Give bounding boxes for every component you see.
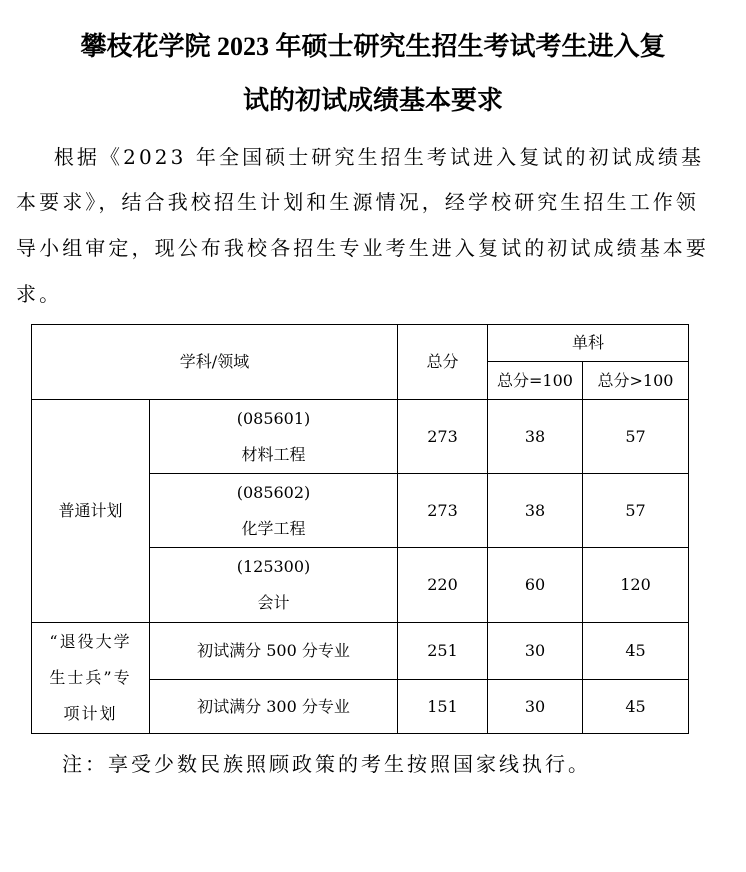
- plan-regular: 普通计划: [32, 400, 150, 623]
- single-gt100-score: 45: [583, 623, 689, 680]
- subject-cell: [150, 400, 398, 474]
- total-score: 220: [398, 548, 488, 623]
- subject-name: 初试满分 300 分专业: [150, 680, 398, 734]
- score-requirements-table: [31, 324, 689, 734]
- header-single-eq100: 总分=100: [488, 362, 583, 400]
- document-title-line1: 攀枝花学院 2023 年硕士研究生招生考试考生进入复: [80, 32, 666, 61]
- total-score: 151: [398, 680, 488, 734]
- subject-name: 初试满分 500 分专业: [150, 623, 398, 680]
- subject-name: 材料工程: [241, 444, 306, 464]
- intro-line-3: 导小组审定，现公布我校各招生专业考生进入复试的初试成绩基本要: [16, 236, 709, 260]
- single-gt100-score: 57: [583, 474, 689, 548]
- single-gt100-score: 120: [583, 548, 689, 623]
- header-total: 总分: [398, 325, 488, 400]
- table-row: [32, 623, 689, 680]
- plan-veteran-line: 生士兵”专: [49, 668, 132, 687]
- subject-name: 会计: [257, 593, 290, 612]
- intro-line-2: 本要求》，结合我校招生计划和生源情况，经学校研究生招生工作领: [16, 190, 699, 214]
- total-score: 273: [398, 474, 488, 548]
- intro-line-1: 根据《2023 年全国硕士研究生招生考试进入复试的初试成绩基: [16, 145, 705, 169]
- document-title-line2: 试的初试成绩基本要求: [242, 86, 503, 115]
- total-score: 251: [398, 623, 488, 680]
- plan-veteran-line: “退役大学: [49, 632, 132, 651]
- single-gt100-score: 45: [583, 680, 689, 734]
- subject-code: (085602): [236, 482, 311, 502]
- single-gt100-score: 57: [583, 400, 689, 474]
- single-eq100-score: 38: [488, 400, 583, 474]
- subject-name: 化学工程: [241, 518, 306, 538]
- subject-cell: [150, 548, 398, 623]
- footnote: 注：享受少数民族照顾政策的考生按照国家线执行。: [62, 752, 591, 776]
- header-single: 单科: [488, 325, 689, 362]
- subject-cell: [150, 474, 398, 548]
- plan-veteran-line: 项计划: [63, 704, 118, 723]
- header-single-gt100: 总分>100: [583, 362, 689, 400]
- total-score: 273: [398, 400, 488, 474]
- single-eq100-score: 30: [488, 623, 583, 680]
- subject-code: (125300): [236, 557, 311, 576]
- header-subject: 学科/领域: [32, 325, 398, 400]
- table-row: [32, 400, 689, 474]
- header-row-1: [32, 325, 689, 362]
- subject-code: (085601): [236, 408, 311, 428]
- single-eq100-score: 38: [488, 474, 583, 548]
- intro-line-4: 求。: [16, 282, 63, 306]
- single-eq100-score: 60: [488, 548, 583, 623]
- plan-veteran: [32, 623, 150, 734]
- single-eq100-score: 30: [488, 680, 583, 734]
